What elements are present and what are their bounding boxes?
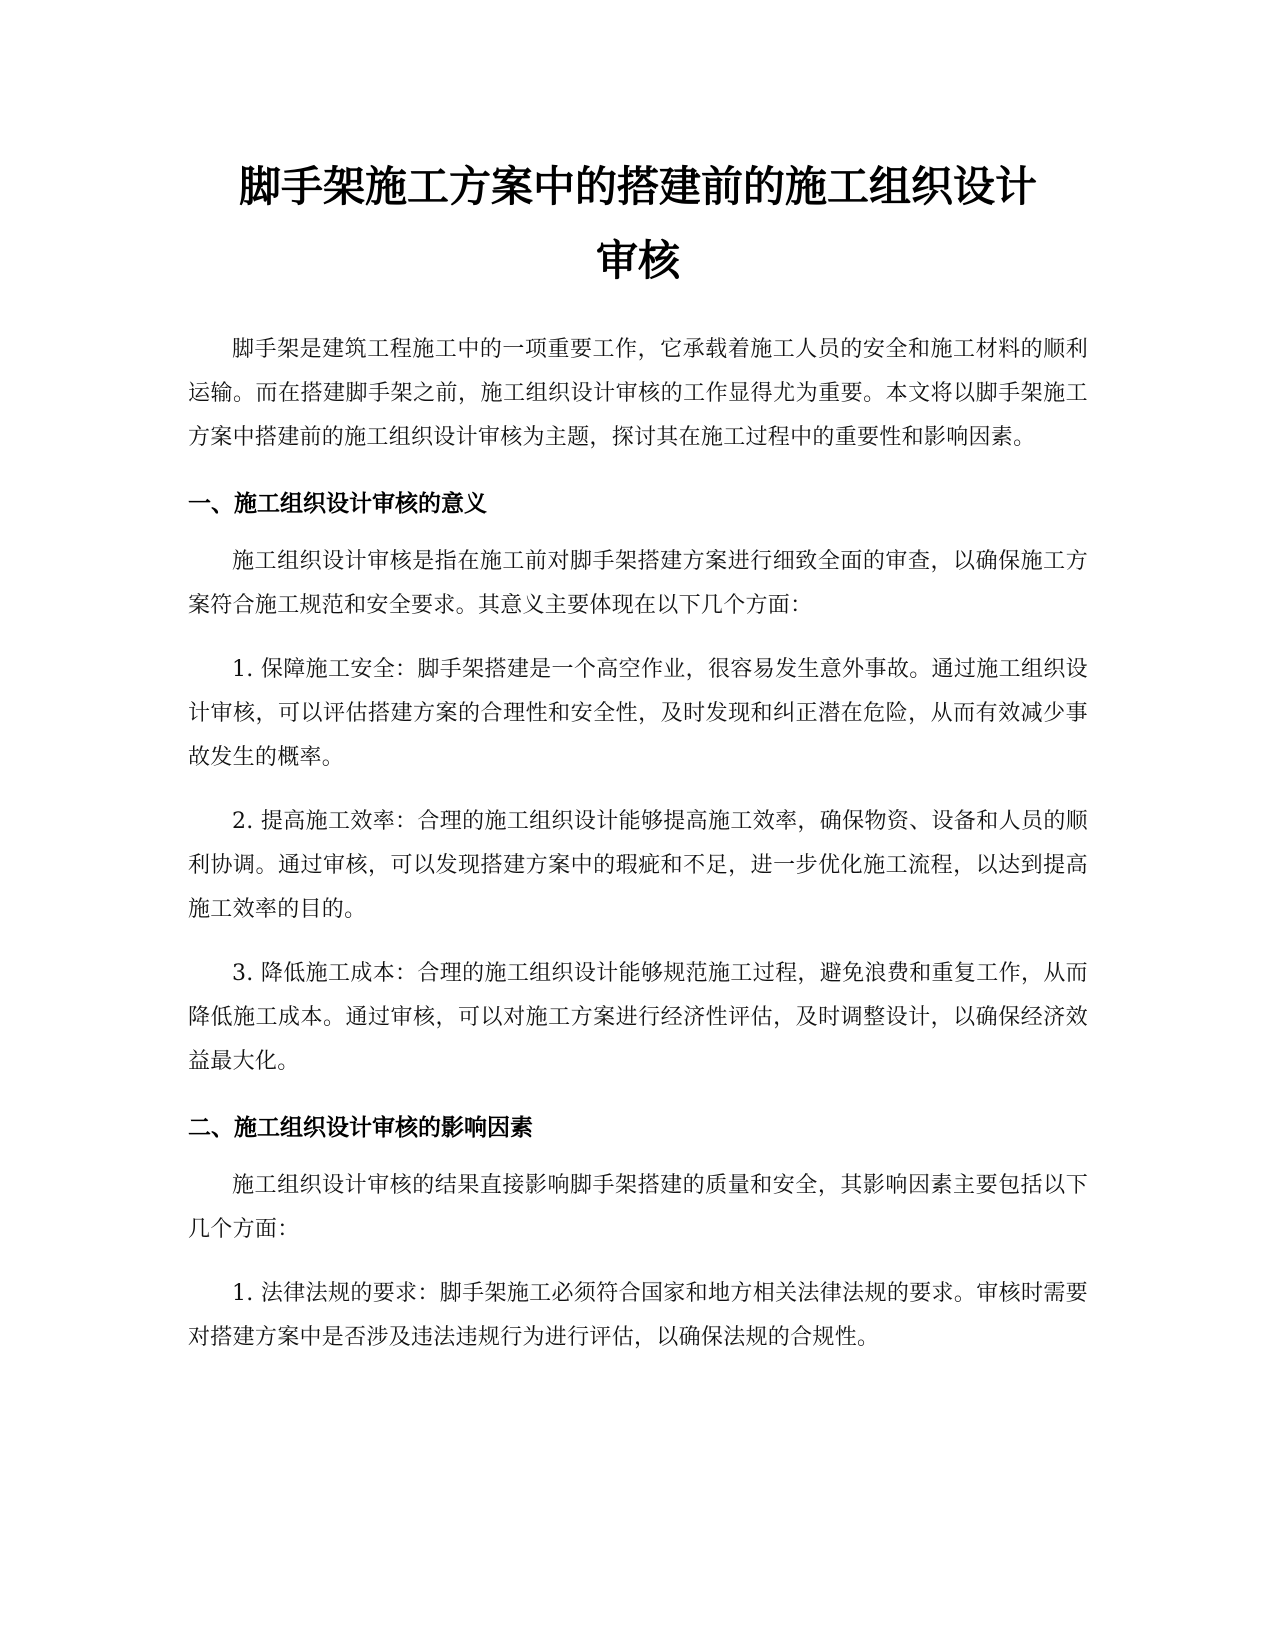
section-1-item-2: 2. 提高施工效率：合理的施工组织设计能够提高施工效率，确保物资、设备和人员的顺利协调。通过审核，可以发现搭建方案中的瑕疵和不足，进一步优化施工流程，以达到提高施工效率的目的。 [188,809,1088,922]
document-content [188,150,1088,1380]
title-line-2: 审核 [595,236,680,285]
section-2-lead: 施工组织设计审核的结果直接影响脚手架搭建的质量和安全，其影响因素主要包括以下几个方面： [188,1173,1088,1242]
section-1-heading: 一、施工组织设计审核的意义 [188,491,487,517]
section-1-lead: 施工组织设计审核是指在施工前对脚手架搭建方案进行细致全面的审查，以确保施工方案符合施工规范和安全要求。其意义主要体现在以下几个方面： [188,549,1088,618]
section-1-item-1: 1. 保障施工安全：脚手架搭建是一个高空作业，很容易发生意外事故。通过施工组织设计审核，可以评估搭建方案的合理性和安全性，及时发现和纠正潜在危险，从而有效减少事故发生的概率。 [188,657,1088,770]
section-2-item-1: 1. 法律法规的要求：脚手架施工必须符合国家和地方相关法律法规的要求。审核时需要对搭建方案中是否涉及违法违规行为进行评估，以确保法规的合规性。 [188,1281,1088,1350]
section-1-item-3: 3. 降低施工成本：合理的施工组织设计能够规范施工过程，避免浪费和重复工作，从而降低施工成本。通过审核，可以对施工方案进行经济性评估，及时调整设计，以确保经济效益最大化。 [188,961,1088,1074]
intro-paragraph: 脚手架是建筑工程施工中的一项重要工作，它承载着施工人员的安全和施工材料的顺利运输。而在搭建脚手架之前，施工组织设计审核的工作显得尤为重要。本文将以脚手架施工方案中搭建前的施工组织设计审核为主题，探讨其在施工过程中的重要性和影响因素。 [188,337,1088,450]
title-line-1: 脚手架施工方案中的搭建前的施工组织设计 [238,162,1037,211]
document-title [188,150,1088,298]
section-2-heading: 二、施工组织设计审核的影响因素 [188,1115,533,1141]
